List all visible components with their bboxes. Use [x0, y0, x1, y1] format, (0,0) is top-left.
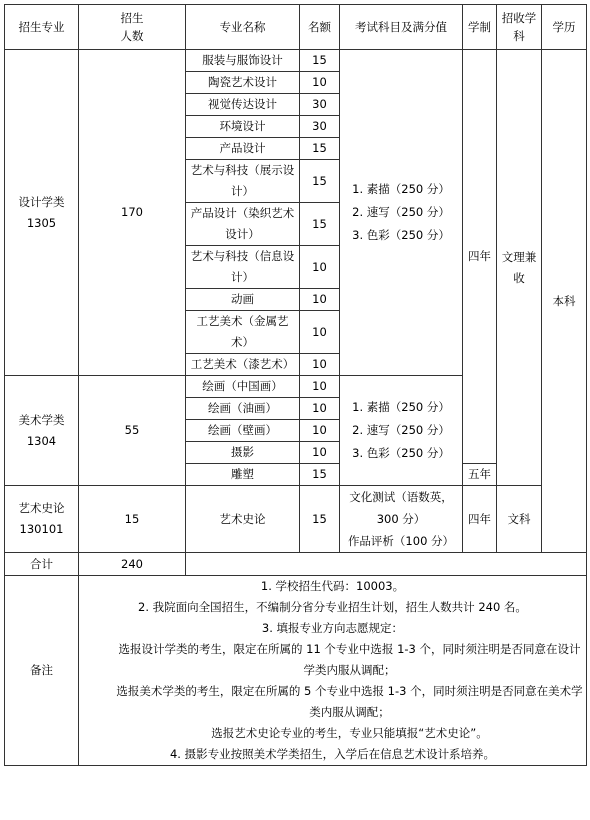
header-major: 招生专业: [5, 5, 79, 50]
specialty-name: 服装与服饰设计: [186, 50, 300, 72]
table-row: [5, 50, 587, 72]
specialty-quota: 15: [300, 138, 340, 160]
specialty-name: 绘画（油画）: [186, 398, 300, 420]
specialty-quota: 10: [300, 246, 340, 289]
specialty-name: 环境设计: [186, 116, 300, 138]
header-quota: 名额: [300, 5, 340, 50]
specialty-name: 视觉传达设计: [186, 94, 300, 116]
specialty-quota: 15: [300, 464, 340, 486]
total-empty: [186, 553, 587, 576]
specialty-quota: 10: [300, 398, 340, 420]
duration-history: 四年: [463, 486, 497, 553]
specialty-name: 动画: [186, 289, 300, 311]
specialty-name: 工艺美术（金属艺术）: [186, 311, 300, 354]
specialty-quota: 15: [300, 50, 340, 72]
major-fine-art: 美术学类 1304: [5, 376, 79, 486]
specialty-name: 雕塑: [186, 464, 300, 486]
specialty-quota: 10: [300, 311, 340, 354]
specialty-quota: 15: [300, 486, 340, 553]
header-name: 专业名称: [186, 5, 300, 50]
notes-content: [79, 576, 587, 766]
exam-history: 文化测试（语数英， 300 分） 作品评析（100 分）: [340, 486, 463, 553]
major-design: 设计学类 1305: [5, 50, 79, 376]
specialty-name: 艺术与科技（信息设计）: [186, 246, 300, 289]
total-label: 合计: [5, 553, 79, 576]
specialty-name: 绘画（壁画）: [186, 420, 300, 442]
total-row: [5, 553, 587, 576]
specialty-quota: 10: [300, 354, 340, 376]
specialty-quota: 30: [300, 116, 340, 138]
subject-history: 文科: [497, 486, 542, 553]
header-exam: 考试科目及满分值: [340, 5, 463, 50]
specialty-quota: 10: [300, 289, 340, 311]
specialty-quota: 10: [300, 376, 340, 398]
duration-five: 五年: [463, 464, 497, 486]
note-item: 选报艺术史论专业的考生，专业只能填报“艺术史论”。: [211, 726, 488, 740]
specialty-name: 工艺美术（漆艺术）: [186, 354, 300, 376]
header-degree: 学历: [542, 5, 587, 50]
exam-design: 1. 素描（250 分） 2. 速写（250 分） 3. 色彩（250 分）: [340, 50, 463, 376]
notes-label: 备注: [5, 576, 79, 766]
specialty-name: 产品设计: [186, 138, 300, 160]
specialty-quota: 30: [300, 94, 340, 116]
note-item: 选报设计学类的考生，限定在所属的 11 个专业中选报 1-3 个，同时须注明是否同意在设计学类内服从调配；: [118, 642, 581, 677]
specialty-name: 艺术与科技（展示设计）: [186, 160, 300, 203]
note-item: 2. 我院面向全国招生，不编制分省分专业招生计划，招生人数共计 240 名。: [138, 600, 527, 614]
exam-fine-art: 1. 素描（250 分） 2. 速写（250 分） 3. 色彩（250 分）: [340, 376, 463, 486]
note-item: 选报美术学类的考生，限定在所属的 5 个专业中选报 1-3 个，同时须注明是否同意在美术学类内服从调配；: [116, 684, 583, 719]
specialty-quota: 10: [300, 420, 340, 442]
specialty-name: 陶瓷艺术设计: [186, 72, 300, 94]
enroll-fine-art: 55: [79, 376, 186, 486]
total-value: 240: [79, 553, 186, 576]
admission-table: [4, 4, 587, 766]
note-item: 1. 学校招生代码：10003。: [260, 579, 405, 593]
duration-four: 四年: [463, 50, 497, 464]
header-subject: 招收学 科: [497, 5, 542, 50]
specialty-name: 产品设计（染织艺术设计）: [186, 203, 300, 246]
specialty-name: 绘画（中国画）: [186, 376, 300, 398]
enroll-history: 15: [79, 486, 186, 553]
degree-bachelor: 本科: [542, 50, 587, 553]
header-duration: 学制: [463, 5, 497, 50]
header-row: [5, 5, 587, 50]
major-history: 艺术史论 130101: [5, 486, 79, 553]
note-item: 3. 填报专业方向志愿规定：: [261, 621, 404, 635]
enroll-design: 170: [79, 50, 186, 376]
specialty-quota: 10: [300, 72, 340, 94]
specialty-quota: 10: [300, 442, 340, 464]
specialty-quota: 15: [300, 203, 340, 246]
table-row: [5, 486, 587, 553]
note-item: 4. 摄影专业按照美术学类招生，入学后在信息艺术设计系培养。: [169, 747, 496, 761]
subject-both: 文理兼 收: [497, 50, 542, 486]
specialty-quota: 15: [300, 160, 340, 203]
notes-row: [5, 576, 587, 766]
specialty-name: 艺术史论: [186, 486, 300, 553]
specialty-name: 摄影: [186, 442, 300, 464]
header-enroll: 招生 人数: [79, 5, 186, 50]
